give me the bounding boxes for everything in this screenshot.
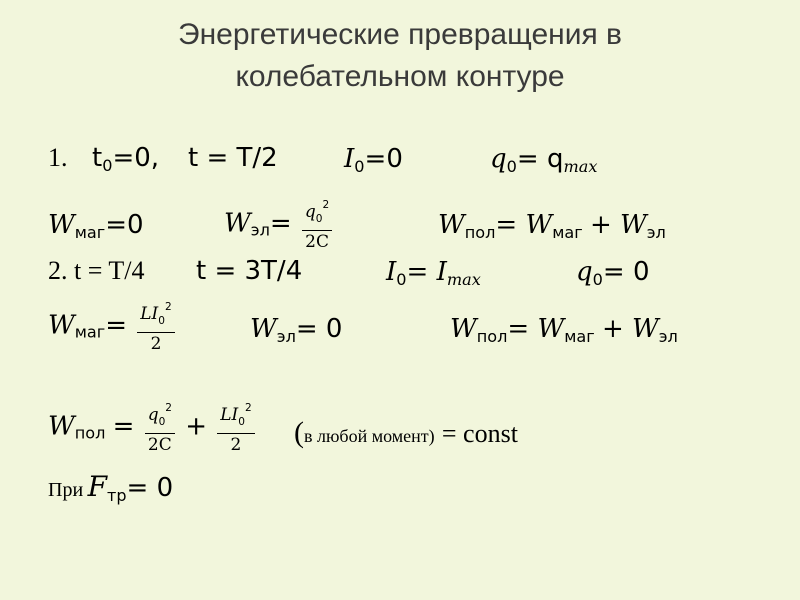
friction-sub: тр: [107, 486, 127, 505]
total-note: (в любой момент) = const: [294, 416, 518, 449]
title-line-1: Энергетические превращения в: [178, 18, 622, 51]
energy1-wpol: $W_{пол}= W_{маг} + W_{эл}$: [438, 210, 666, 242]
case1-charge: $q_0= q_{max}$: [490, 144, 598, 176]
title-line-2: колебательном контуре: [235, 60, 565, 93]
energy2-wmag: $W_{маг}=$ $\frac{LI_0^2}{2}$: [48, 297, 178, 354]
case1-t-half: t = T/2: [188, 143, 278, 173]
case2-t-3q: t = 3T/4: [196, 256, 303, 286]
energy2-wel: $W_{эл}= 0$: [250, 314, 343, 346]
case2-charge: $q_0= 0$: [576, 257, 650, 289]
friction-prefix: При: [48, 479, 84, 501]
friction-value: = 0: [126, 473, 174, 503]
energy2-fraction: $\frac{LI_0^2}{2}$: [137, 297, 174, 354]
case1-number: 1.: [48, 143, 68, 172]
total-fraction-charge: $\frac{q_0^2}{2C}$: [145, 398, 175, 455]
total-formula: $W_{пол}$ = $\frac{q_0^2}{2C}$ + $\frac{LI_0^2}{2}$: [48, 398, 258, 455]
case1-current: $I_0=0$: [344, 144, 403, 176]
friction-row: [48, 470, 173, 505]
slide-title: [0, 14, 800, 98]
energy2-wpol: $W_{пол}= W_{маг} + W_{эл}$: [450, 314, 678, 346]
case2-current: $I_0= I_{max}$: [386, 257, 481, 289]
energy1-wmag: $W_{маг}=0$: [48, 210, 144, 242]
friction-force: F: [87, 470, 108, 503]
case1-t0: $t_0=0$,: [92, 143, 160, 175]
energy1-fraction: $\frac{q_0^2}{2C}$: [302, 195, 332, 252]
energy1-wel: $W_{эл}=$ $\frac{q_0^2}{2C}$: [224, 195, 335, 252]
total-fraction-current: $\frac{LI_0^2}{2}$: [217, 398, 254, 455]
case2-label: 2. t = T/4: [48, 256, 145, 285]
